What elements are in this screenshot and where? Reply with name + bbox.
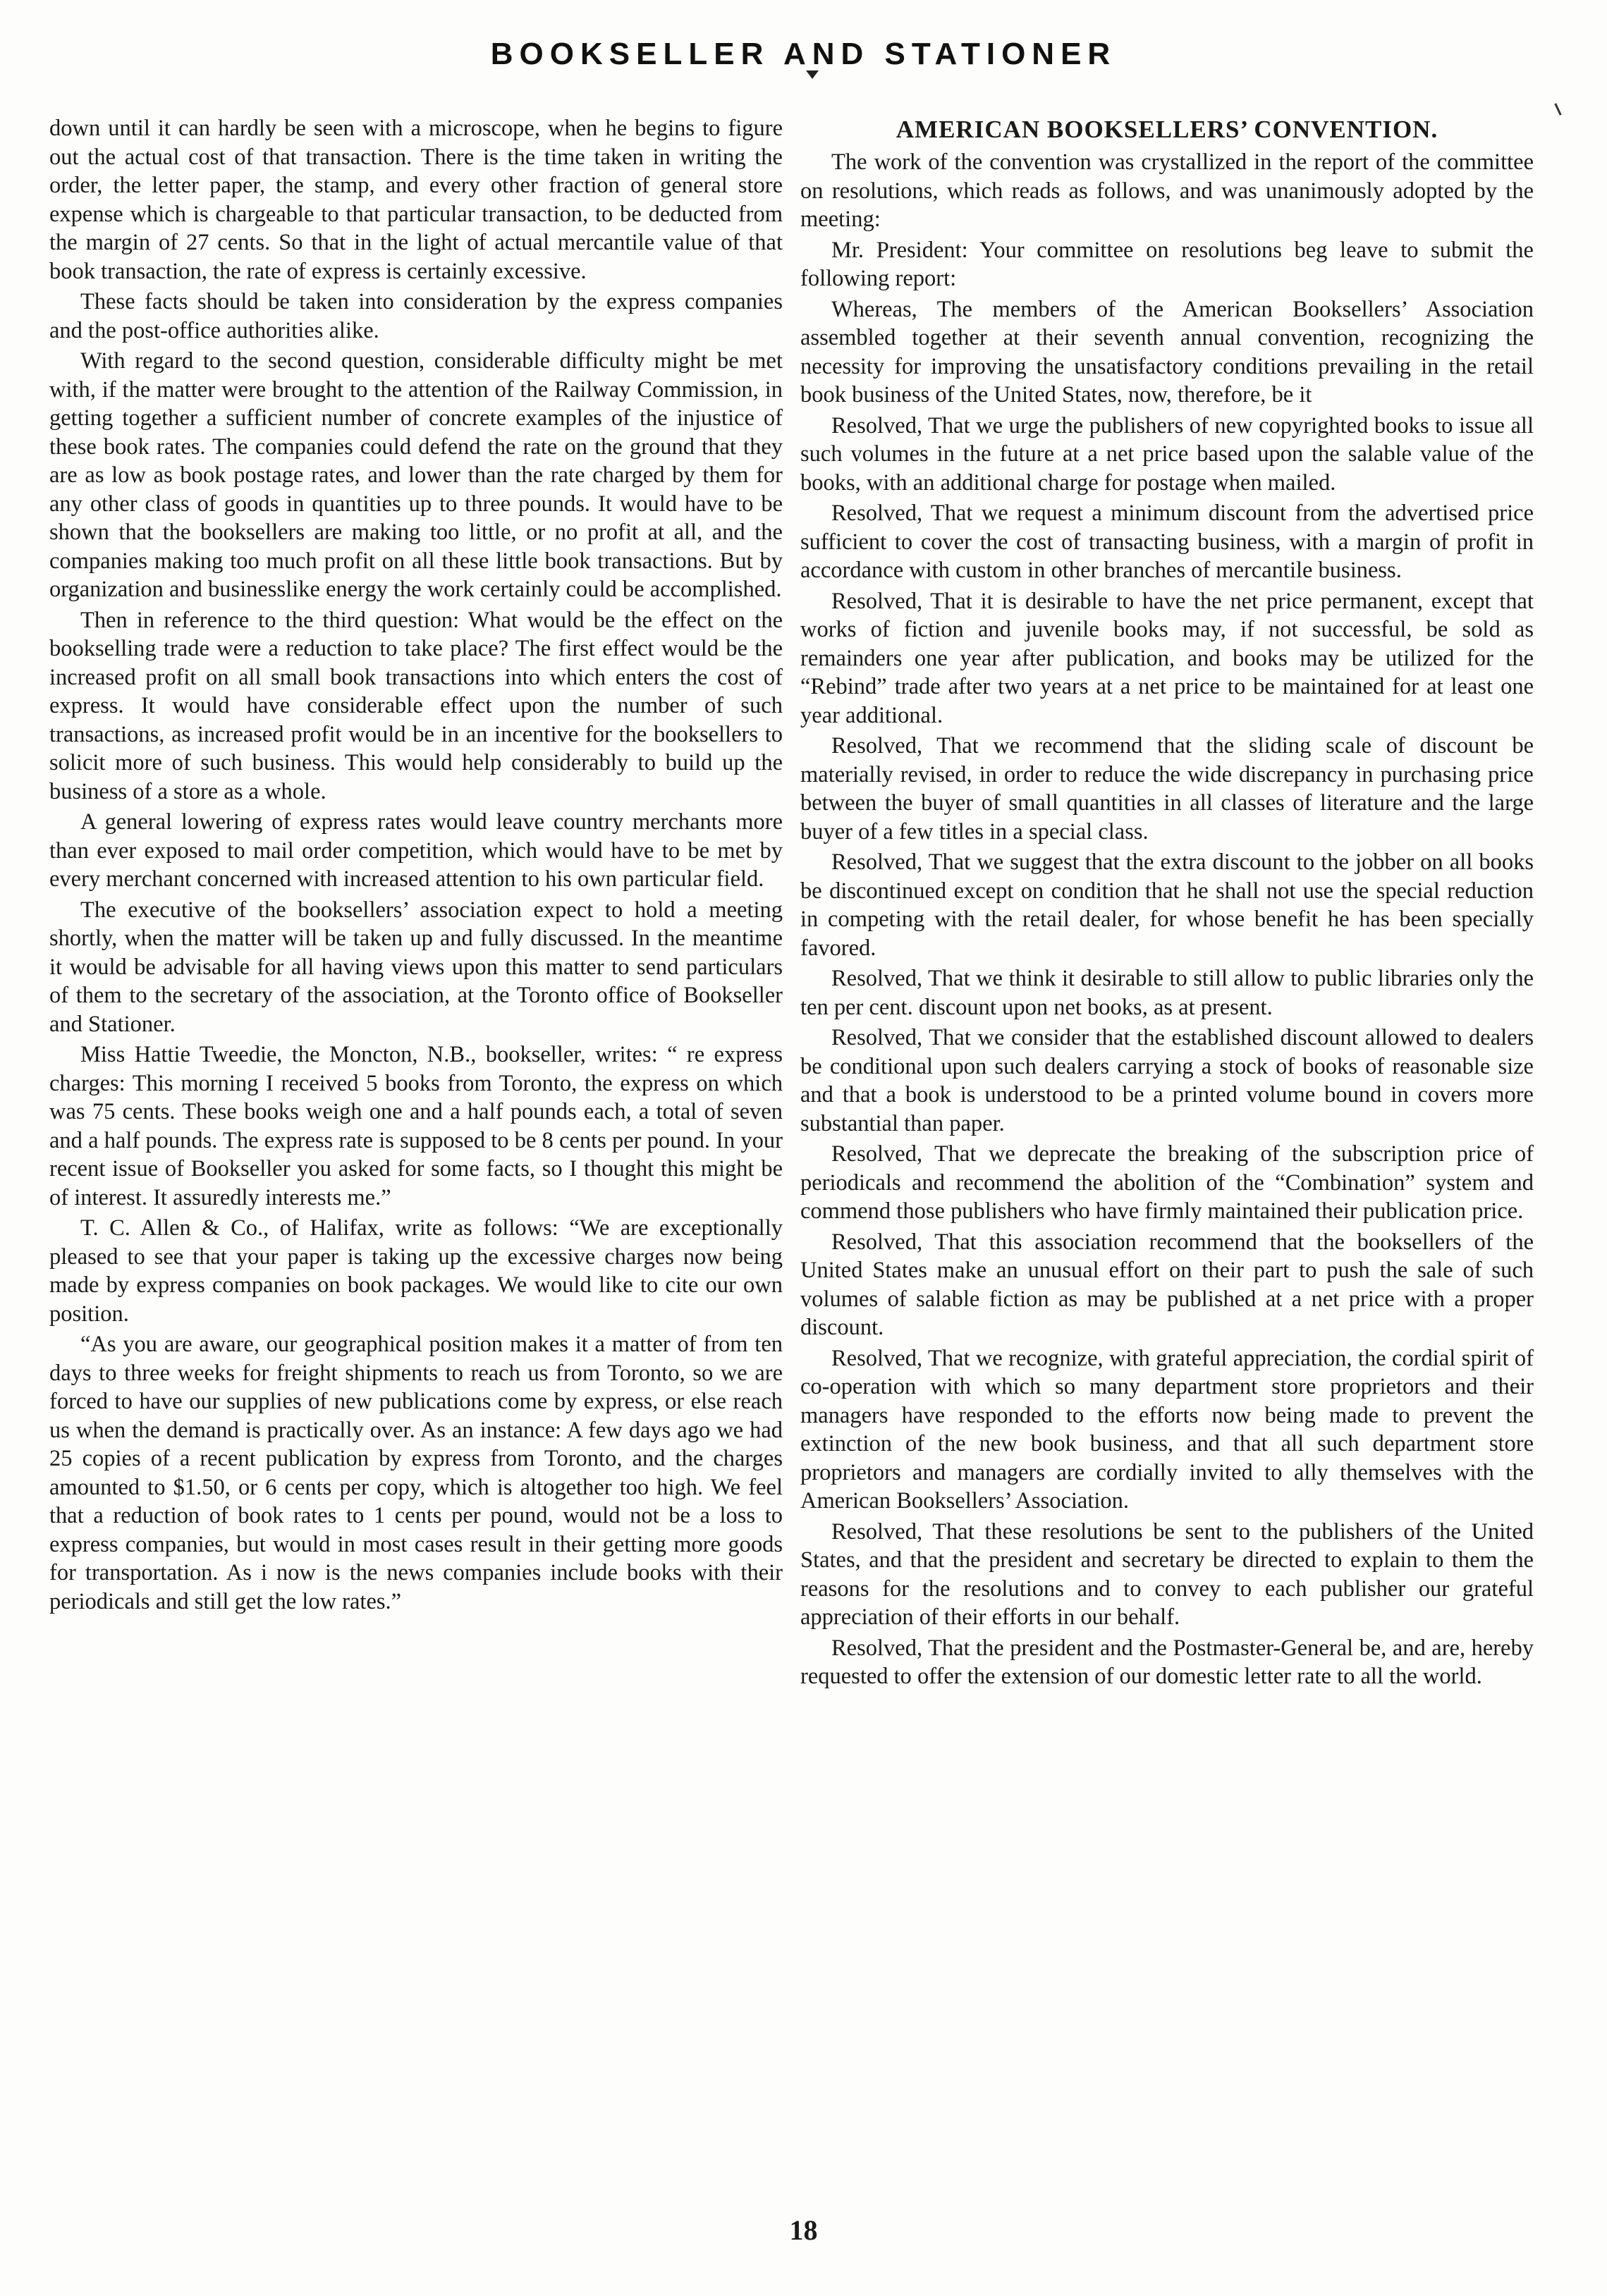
right-paragraph-15: Resolved, That the president and the Postmaster-General be, and are, hereby requested to offer the extension of our domestic letter rate to all the world. (800, 1635, 1534, 1689)
head-ornament (806, 70, 819, 79)
right-paragraph-5: Resolved, That we request a minimum discount from the advertised price sufficient to cover the cost of transacting business, with a margin of profit in accordance with custom in other branches of mercantile business. (800, 501, 1534, 583)
left-paragraph-2: These facts should be taken into consideration by the express companies and the post-office authorities alike. (49, 289, 783, 343)
left-paragraph-5: A general lowering of express rates would leave country merchants more than ever exposed to mail order competition, which would have to be met by every merchant concerned with increased attention to his own particular field. (49, 809, 783, 892)
right-paragraph-14: Resolved, That these resolutions be sent to the publishers of the United States, and that the president and secretary be directed to explain to them the reasons for the resolutions and to convey to each publisher our grateful appreciation of their efforts in our behalf. (800, 1518, 1534, 1630)
left-paragraph-4: Then in reference to the third question: What would be the effect on the bookselling trade were a reduction to take place? The first effect would be the increased profit on all small book transactions into which enters the cost of express. It would have considerable effect upon the number of such transactions, as increased profit would be in an incentive for the booksellers to solicit more of such business. This would help considerably to build up the business of a store as a whole. (49, 607, 783, 804)
left-paragraph-3: With regard to the second question, considerable difficulty might be met with, if the matter were brought to the attention of the Railway Commission, in getting together a sufficient number of concrete examples of the injustice of these book rates. The companies could defend the rate on the ground that they are as low as book postage rates, and lower than the rate charged by them for any other class of goods in quantities up to three pounds. It would have to be shown that the booksellers are making too little, or no profit at all, and the companies making too much profit on all these little book transactions. But by organization and businesslike energy the work certainly could be accomplished. (49, 348, 783, 602)
left-paragraph-8: T. C. Allen & Co., of Halifax, write as follows: “We are exceptionally pleased to see that your paper is taking up the excessive charges now being made by express companies on book packages. We would like to cite our own position. (49, 1215, 783, 1327)
right-paragraph-11: Resolved, That we deprecate the breaking of the subscription price of periodicals and recommend the abolition of the “Combination” system and commend those publishers who have firmly maintained their publication price. (800, 1141, 1534, 1224)
right-paragraph-9: Resolved, That we think it desirable to still allow to public libraries only the ten per cent. discount upon net books, as at present. (800, 966, 1534, 1020)
right-paragraph-1: The work of the convention was crystallized in the report of the committee on resolutions, which reads as follows, and was unanimously adopted by the meeting: (800, 149, 1534, 232)
stray-ink-mark (1554, 103, 1561, 116)
left-paragraph-1: down until it can hardly be seen with a microscope, when he begins to figure out the actual cost of that transaction. There is the time taken in writing the order, the letter paper, the stamp, and every other fraction of general store expense which is chargeable to that particular transaction, to be deducted from the margin of 27 cents. So that in the light of actual mercantile value of that book transaction, the rate of express is certainly excessive. (49, 116, 783, 284)
right-paragraph-13: Resolved, That we recognize, with grateful appreciation, the cordial spirit of co-operation with which so many department store proprietors and their managers have responded to the efforts now being made to prevent the extinction of the new book business, and that all such department store proprietors and managers are cordially invited to ally themselves with the American Booksellers’ Association. (800, 1345, 1534, 1514)
running-head: BOOKSELLER AND STATIONER (490, 37, 1117, 71)
left-paragraph-9: “As you are aware, our geographical position makes it a matter of from ten days to three weeks for freight shipments to reach us from Toronto, so we are forced to have our supplies of new publications come by express, or else reach us when the demand is practically over. As an instance: A few days ago we had 25 copies of a recent publication by express from Toronto, and the charges amounted to $1.50, or 6 cents per copy, which is altogether too high. We feel that a reduction of book rates to 1 cents per pound, would not be a loss to express companies, but would in most cases result in their getting more goods for transportation. As i now is the news companies include books with their periodicals and still get the low rates.” (49, 1332, 783, 1614)
right-paragraph-7: Resolved, That we recommend that the sliding scale of discount be materially revised, in order to reduce the wide discrepancy in purchasing price between the buyer of small quantities in all classes of literature and the large buyer of a few titles in a special class. (800, 733, 1534, 845)
right-paragraph-3: Whereas, The members of the American Booksellers’ Association assembled together at their seventh annual convention, recognizing the necessity for improving the unsatisfactory conditions prevailing in the retail book business of the United States, now, therefore, be it (800, 296, 1534, 407)
right-paragraph-6: Resolved, That it is desirable to have the net price permanent, except that works of fiction and juvenile books may, if not successful, be sold as remainders one year after publication, and books may be utilized for the “Rebind” trade after two years at a net price to be maintained for at least one year additional. (800, 588, 1534, 728)
left-paragraph-7: Miss Hattie Tweedie, the Moncton, N.B., bookseller, writes: “ re express charges: This morning I received 5 books from Toronto, the express on which was 75 cents. These books weigh one and a half pounds each, a total of seven and a half pounds. The express rate is supposed to be 8 cents per pound. In your recent issue of Bookseller you asked for some facts, so I thought this might be of interest. It assuredly interests me.” (49, 1042, 783, 1210)
right-paragraph-10: Resolved, That we consider that the established discount allowed to dealers be conditional upon such dealers carrying a stock of books of reasonable size and that a book is understood to be a printed volume bound in covers more substantial than paper. (800, 1025, 1534, 1136)
right-paragraph-2: Mr. President: Your committee on resolutions beg leave to submit the following report: (800, 237, 1534, 291)
left-paragraph-6: The executive of the booksellers’ association expect to hold a meeting shortly, when the matter will be taken up and fully discussed. In the meantime it would be advisable for all having views upon this matter to send particulars of them to the secretary of the association, at the Toronto office of Bookseller and Stationer. (49, 897, 783, 1037)
right-column (800, 114, 1534, 2215)
right-paragraph-8: Resolved, That we suggest that the extra discount to the jobber on all books be discontinued except on condition that he shall not use the special reduction in competing with the retail dealer, for whose benefit he has been specially favored. (800, 849, 1534, 961)
left-column (49, 114, 783, 2215)
right-paragraph-12: Resolved, That this association recommend that the booksellers of the United States make an unusual effort on their part to push the sale of such volumes of salable fiction as may be published at a net price with a proper discount. (800, 1229, 1534, 1340)
page-number: 18 (789, 2214, 818, 2246)
right-paragraph-4: Resolved, That we urge the publishers of new copyrighted books to issue all such volumes in the future at a net price based upon the salable value of the books, with an additional charge for postage when mailed. (800, 412, 1534, 496)
article-heading: AMERICAN BOOKSELLERS’ CONVENTION. (896, 116, 1438, 143)
